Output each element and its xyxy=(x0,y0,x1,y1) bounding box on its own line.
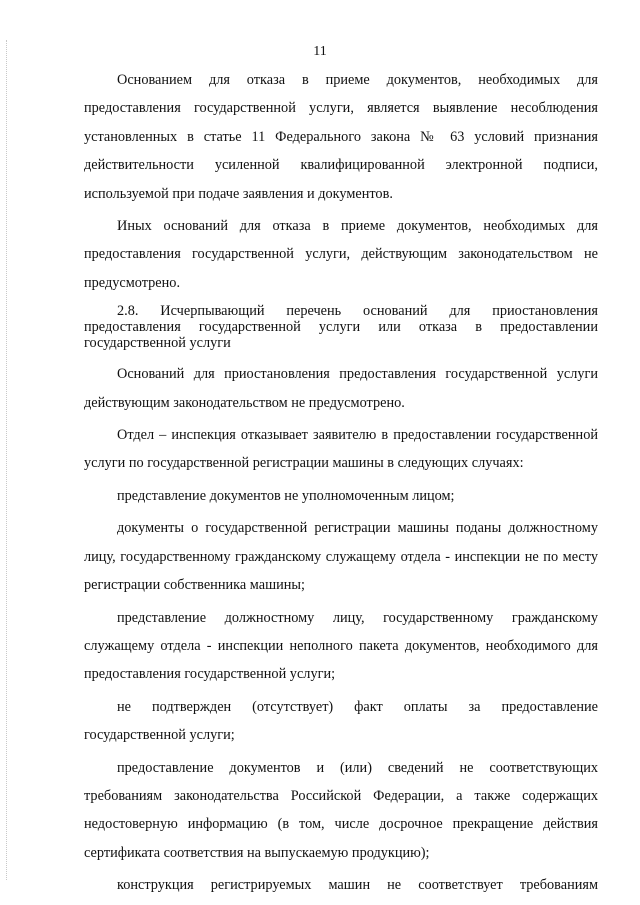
list-item-unauthorized-person: представление документов не уполномоченным лицом; xyxy=(117,487,455,504)
paragraph-refusal-grounds: Основанием для отказа в приеме документов, необходимых для предоставления государственной услуги, является выявление несоблюдения установленных в статье 11 Федерального закона № 63 условий признания действительности усиленной квалифицированной электронной подписи, используемой при подаче заявления и документов. xyxy=(84,72,598,202)
section-heading-2-8: 2.8. Исчерпывающий перечень оснований для приостановления предоставления государственной услуги или отказа в предоставлении государственной услуги xyxy=(84,303,598,352)
list-item-no-payment: не подтвержден (отсутствует) факт оплаты за предоставление государственной услуги; xyxy=(84,698,598,744)
list-item-invalid-documents: предоставление документов и (или) сведений не соответствующих требованиям законодательства Российской Федерации, а также содержащих недостоверную информацию (в том, числе досрочное прекращение действия сертификата соответствия на выпускаемую продукцию); xyxy=(84,759,598,861)
list-item-construction-noncompliance: конструкция регистрируемых машин не соответствует требованиям xyxy=(117,877,598,894)
scan-margin-marks xyxy=(6,40,9,880)
page-number: 11 xyxy=(313,44,327,59)
list-item-wrong-location: документы о государственной регистрации машины поданы должностному лицу, государственному гражданскому служащему отдела - инспекции не по месту регистрации собственника машины; xyxy=(84,520,598,594)
document-body xyxy=(84,66,598,904)
list-item-incomplete-package: представление должностному лицу, государственному гражданскому служащему отдела - инспекции неполного пакета документов, необходимого для предоставления государственной услуги; xyxy=(84,609,598,683)
paragraph-refusal-cases: Отдел – инспекция отказывает заявителю в предоставлении государственной услуги по государственной регистрации машины в следующих случаях: xyxy=(84,427,598,472)
paragraph-no-suspension: Оснований для приостановления предоставления государственной услуги действующим законодательством не предусмотрено. xyxy=(84,366,598,411)
paragraph-no-other-grounds: Иных оснований для отказа в приеме документов, необходимых для предоставления государственной услуги, действующим законодательством не предусмотрено. xyxy=(84,218,598,291)
